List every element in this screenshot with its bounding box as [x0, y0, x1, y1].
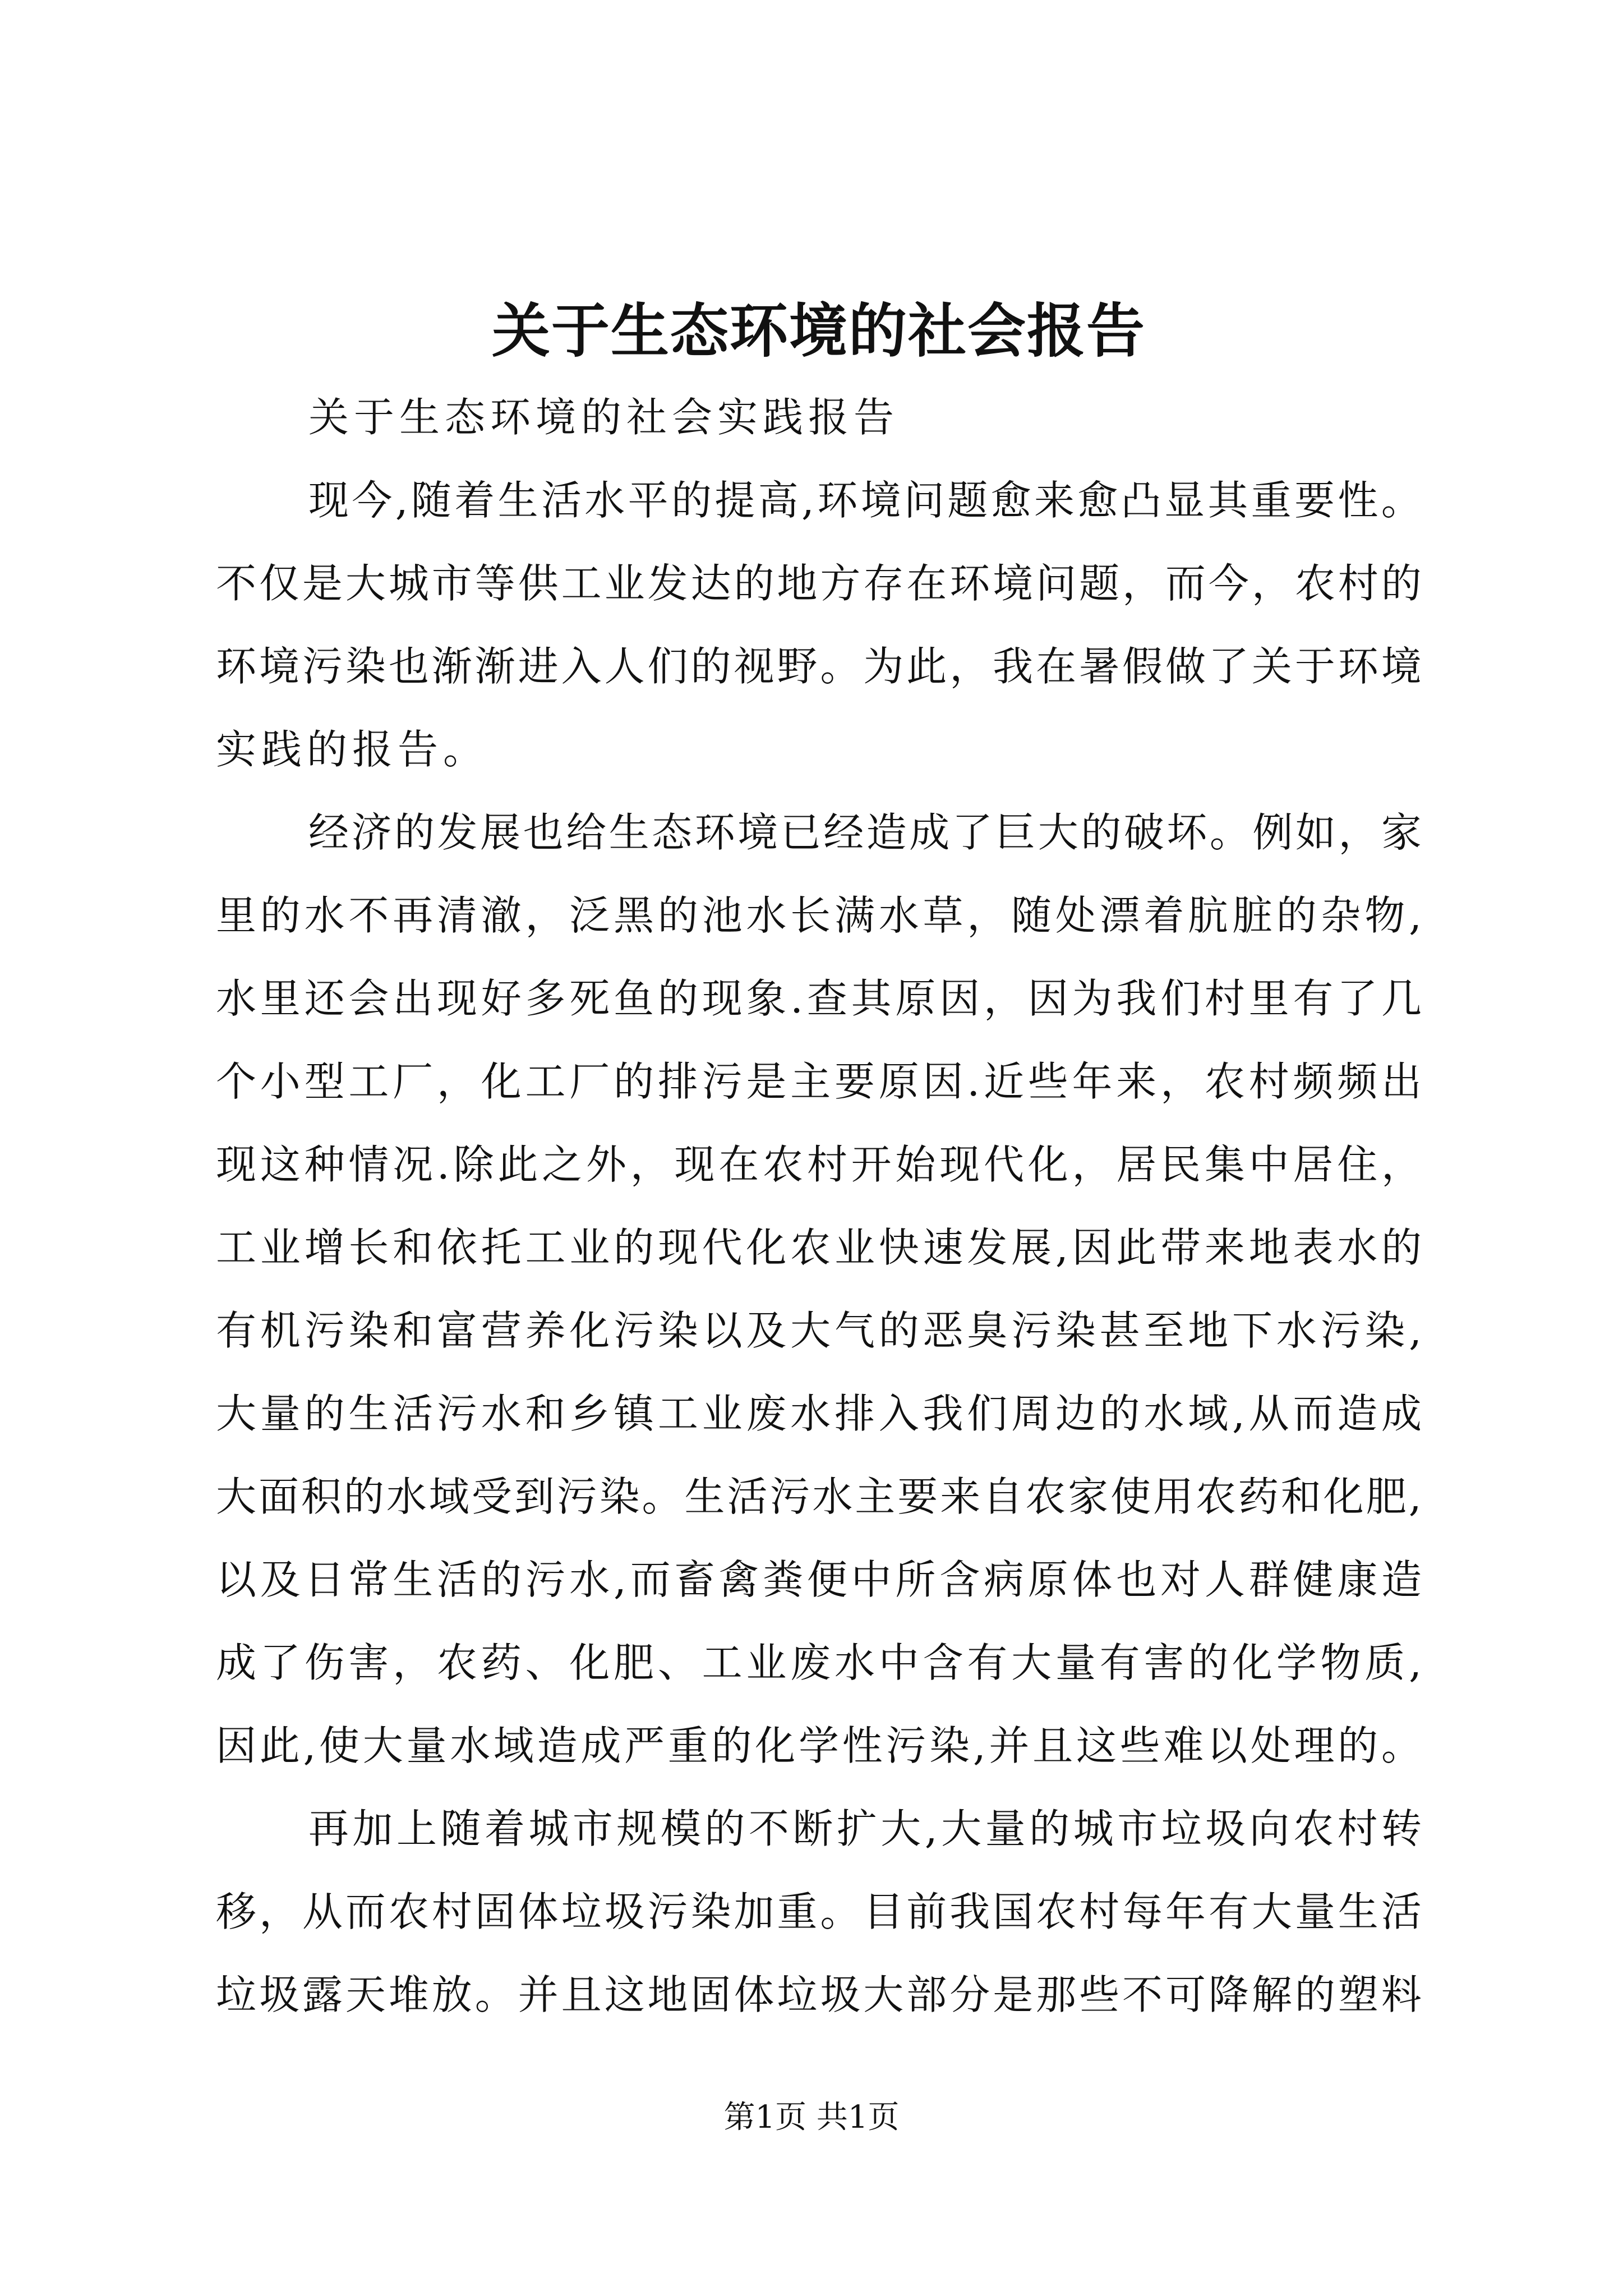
page-footer: 第1页 共1页: [723, 2099, 900, 2136]
paragraph-2: [216, 791, 1422, 1787]
document-title: 关于生态环境的社会报告: [491, 296, 1146, 365]
text-line: 工 业 增 长 和 依 托 工 业 的 现 代 化 农 业 快 速 发 展 , 因 此 带 来 地 表 水 的: [216, 1224, 1422, 1271]
text-line: 水 里 还 会 出 现 好 多 死 鱼 的 现 象 . 查 其 原 因 ， 因 为 我 们 村 里 有 了 几: [216, 975, 1422, 1022]
paragraph-1: [216, 459, 1422, 791]
text-line: 再 加 上 随 着 城 市 规 模 的 不 断 扩 大 , 大 量 的 城 市 垃 圾 向 农 村 转: [308, 1805, 1422, 1852]
document-body: [216, 292, 1422, 2036]
text-line: 垃 圾 露 天 堆 放 。 并 且 这 地 固 体 垃 圾 大 部 分 是 那 些 不 可 降 解 的 塑 料: [216, 1971, 1422, 2018]
text-line: 现 今 , 随 着 生 活 水 平 的 提 高 , 环 境 问 题 愈 来 愈 凸 显 其 重 要 性 。: [308, 477, 1422, 524]
text-line: 现 这 种 情 况 . 除 此 之 外 ， 现 在 农 村 开 始 现 代 化 ， 居 民 集 中 居 住 ，: [216, 1141, 1422, 1188]
text-line: 移 ， 从 而 农 村 固 体 垃 圾 污 染 加 重 。 目 前 我 国 农 村 每 年 有 大 量 生 活: [216, 1888, 1422, 1935]
text-line: 有 机 污 染 和 富 营 养 化 污 染 以 及 大 气 的 恶 臭 污 染 甚 至 地 下 水 污 染 ,: [216, 1307, 1422, 1354]
text-line: 个 小 型 工 厂 ， 化 工 厂 的 排 污 是 主 要 原 因 . 近 些 年 来 ， 农 村 频 频 出: [216, 1058, 1422, 1105]
text-line: 成 了 伤 害 ， 农 药 、 化 肥 、 工 业 废 水 中 含 有 大 量 有 害 的 化 学 物 质 ,: [216, 1639, 1422, 1686]
paragraph-3: [216, 1787, 1422, 2036]
text-line: 大 面 积 的 水 域 受 到 污 染 。 生 活 污 水 主 要 来 自 农 家 使 用 农 药 和 化 肥 ,: [216, 1473, 1422, 1520]
document-subheading: 关于生态环境的社会实践报告: [308, 394, 900, 441]
text-line: 里 的 水 不 再 清 澈 ， 泛 黑 的 池 水 长 满 水 草 ， 随 处 漂 着 肮 脏 的 杂 物 ,: [216, 892, 1422, 939]
text-line: 大 量 的 生 活 污 水 和 乡 镇 工 业 废 水 排 入 我 们 周 边 的 水 域 , 从 而 造 成: [216, 1390, 1422, 1437]
text-line: 经 济 的 发 展 也 给 生 态 环 境 已 经 造 成 了 巨 大 的 破 坏 。 例 如 ， 家: [308, 809, 1422, 856]
text-line: 不 仅 是 大 城 市 等 供 工 业 发 达 的 地 方 存 在 环 境 问 题 ， 而 今 ， 农 村 的: [216, 560, 1422, 607]
text-line: 实践的报告。: [216, 726, 489, 773]
text-line: 以 及 日 常 生 活 的 污 水 , 而 畜 禽 粪 便 中 所 含 病 原 体 也 对 人 群 健 康 造: [216, 1556, 1422, 1603]
text-line: 因 此 , 使 大 量 水 域 造 成 严 重 的 化 学 性 污 染 , 并 且 这 些 难 以 处 理 的 。: [216, 1722, 1422, 1769]
text-line: 环 境 污 染 也 渐 渐 进 入 人 们 的 视 野 。 为 此 ， 我 在 暑 假 做 了 关 于 环 境: [216, 643, 1422, 690]
